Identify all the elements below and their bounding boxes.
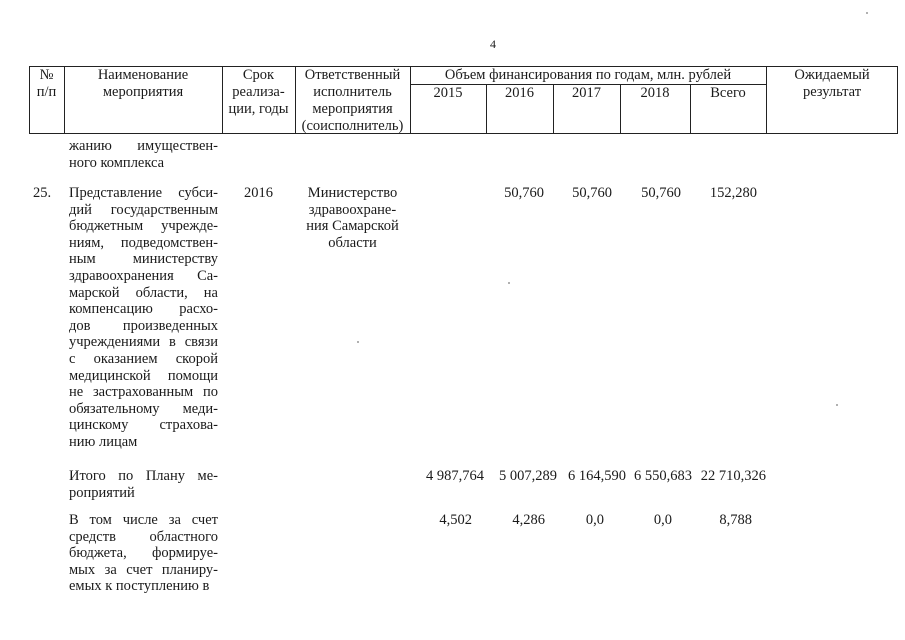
text-line: компенсацию расхо-	[69, 301, 218, 318]
header-name: Наименование мероприятия	[97, 67, 189, 100]
text-line: медицинской помощи	[69, 367, 218, 384]
text-line: В том числе за счет	[69, 512, 218, 528]
text-line: бюджета, формируе-	[69, 545, 218, 562]
including-value-2017: 0,0	[585, 512, 604, 528]
text-line: мых за счет планиру-	[69, 561, 218, 578]
total-value-total: 22 710,326	[700, 468, 766, 484]
text-line: Итого по Плану ме-	[69, 468, 218, 484]
header-number: № п/п	[36, 67, 57, 100]
text-line: ниям, подведомствен-	[69, 234, 218, 251]
header-year-2018: 2018	[640, 85, 670, 101]
continuation-text: жанию имуществен- ного комплекса	[69, 138, 218, 171]
item-value-total: 152,280	[709, 185, 757, 201]
text-line: ным министерству	[69, 251, 218, 268]
text-line: средств областного	[69, 528, 218, 545]
text-line: не застрахованным по	[69, 384, 218, 401]
item-name	[69, 185, 218, 451]
total-value-2018: 6 550,683	[634, 468, 692, 484]
header-result: Ожидаемый результат	[794, 67, 870, 100]
item-value-2016: 50,760	[504, 185, 544, 201]
total-value-2015: 4 987,764	[426, 468, 484, 484]
text-line: обязательному меди-	[69, 400, 218, 417]
scan-speck	[866, 12, 868, 14]
scan-speck	[508, 282, 510, 284]
text-line: дий государственным	[69, 201, 218, 218]
including-label	[69, 512, 218, 595]
text-line: цинскому страхова-	[69, 417, 218, 434]
including-value-2018: 0,0	[653, 512, 672, 528]
item-value-2018: 50,760	[641, 185, 681, 201]
text-line: Представление субси-	[69, 185, 218, 201]
text-line: марской области, на	[69, 284, 218, 301]
header-executor: Ответственный исполнитель мероприятия (соисполнитель)	[301, 67, 404, 134]
including-value-2016: 4,286	[512, 512, 545, 528]
text-line: с оказанием скорой	[69, 350, 218, 367]
item-number: 25.	[33, 185, 52, 201]
header-year-2016: 2016	[505, 85, 534, 101]
text-line: бюджетным учрежде-	[69, 218, 218, 235]
header-term: Срок реализа- ции, годы	[228, 67, 289, 117]
item-term: 2016	[244, 185, 273, 201]
total-value-2017: 6 164,590	[568, 468, 626, 484]
text-line: нию лицам	[69, 433, 138, 450]
item-executor: Министерство здравоохране- ния Самарской области	[306, 185, 399, 251]
header-funding: Объем финансирования по годам, млн. рублей	[444, 67, 732, 83]
scan-speck	[836, 404, 838, 406]
including-value-total: 8,788	[719, 512, 752, 528]
total-label	[69, 468, 218, 501]
text-line: учреждениями в связи	[69, 334, 218, 351]
including-value-2015: 4,502	[439, 512, 472, 528]
header-year-2015: 2015	[433, 85, 463, 101]
text-line: емых к поступлению в	[69, 578, 210, 595]
header-year-2017: 2017	[572, 85, 601, 101]
scan-speck	[357, 341, 359, 343]
total-value-2016: 5 007,289	[499, 468, 557, 484]
text-line: дов произведенных	[69, 317, 218, 334]
page-number: 4	[490, 37, 496, 51]
header-total: Всего	[710, 85, 746, 101]
text-line: роприятий	[69, 484, 135, 501]
item-value-2017: 50,760	[572, 185, 612, 201]
text-line: здравоохранения Са-	[69, 267, 218, 284]
